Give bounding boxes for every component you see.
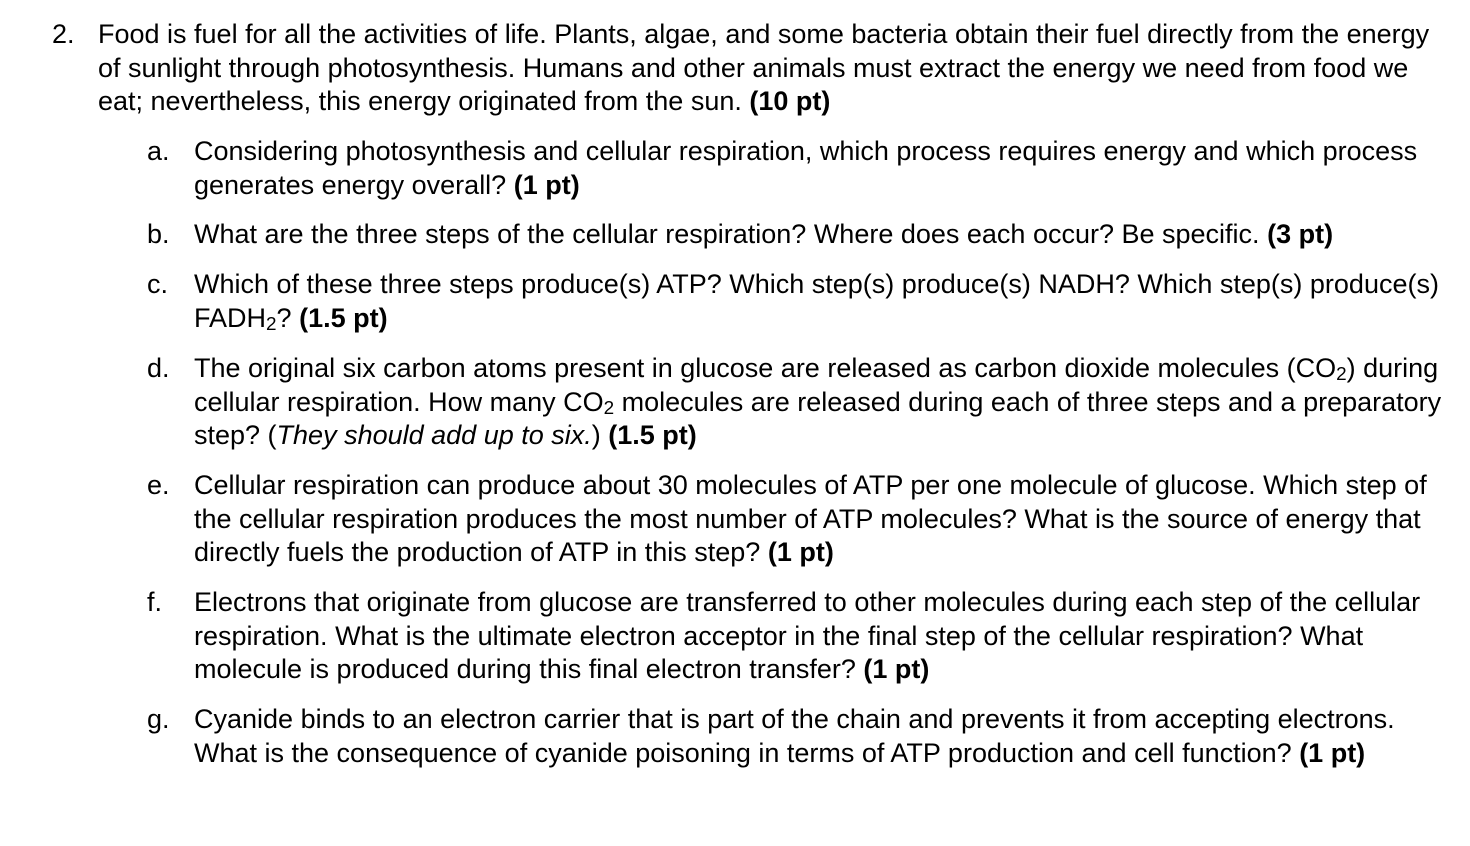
subscript: 2 xyxy=(266,313,277,335)
subscript: 2 xyxy=(603,397,615,419)
subquestion-points: (3 pt) xyxy=(1267,219,1334,249)
subquestion-body: ) xyxy=(591,420,601,450)
subquestion-body: Electrons that originate from glucose are transferred to other molecules during each step of the cellular respiration. What is the ultimate electron acceptor in the final step of the cellular respiration? What molecule is produced during this final electron transfer? xyxy=(194,587,1421,684)
subquestion-body: ) during cellular respiration. How many CO xyxy=(194,353,1439,417)
subquestion-text xyxy=(194,469,1449,570)
subquestion-body: Considering photosynthesis and cellular respiration, which process requires energy and which process generates energy overall? xyxy=(194,136,1418,200)
subquestion-text xyxy=(194,703,1449,770)
subquestion-text xyxy=(194,586,1449,687)
italic-note: They should add up to six. xyxy=(276,420,592,450)
subquestion-body: Cyanide binds to an electron carrier that is part of the chain and prevents it from accepting electrons. What is the consequence of cyanide poisoning in terms of ATP production and cell function? xyxy=(194,704,1395,768)
question-number: 2. xyxy=(52,19,75,49)
subquestion-letter: g. xyxy=(147,704,170,734)
subquestion-letter: a. xyxy=(147,136,170,166)
subquestion-points: (1.5 pt) xyxy=(299,302,388,333)
subquestion-body: What are the three steps of the cellular respiration? Where does each occur? Be specific. xyxy=(194,219,1260,249)
subquestion-text xyxy=(194,268,1449,335)
subquestion-points: (1 pt) xyxy=(1299,737,1366,768)
subquestion-body: Cellular respiration can produce about 30 molecules of ATP per one molecule of glucose. Which step of the cellular respiration produces the most number of ATP molecules? What is the source of energy that directly fuels the production of ATP in this step? xyxy=(194,470,1427,567)
subquestion-text xyxy=(194,135,1449,202)
subquestion-letter: c. xyxy=(147,269,169,299)
subquestion-text xyxy=(194,218,1470,252)
subquestion-text xyxy=(194,352,1449,453)
subscript: 2 xyxy=(1336,363,1347,385)
subquestion-letter: d. xyxy=(147,353,170,383)
subquestion-letter: e. xyxy=(147,470,170,500)
subquestion-body: Which of these three steps produce(s) ATP? Which step(s) produce(s) NADH? Which step(s) produce(s) FADH xyxy=(194,269,1439,333)
subquestion-points: (1.5 pt) xyxy=(608,420,697,450)
question-text xyxy=(98,18,1448,119)
question-body: Food is fuel for all the activities of life. Plants, algae, and some bacteria obtain their fuel directly from the energy of sunlight through photosynthesis. Humans and other animals must extract the energy we need from food we eat; nevertheless, this energy originated from the sun. xyxy=(98,19,1430,116)
subquestion-body-end: ? xyxy=(276,302,292,333)
question-points: (10 pt) xyxy=(749,86,831,116)
subquestion-body: molecules are released during each of three steps and a preparatory step? ( xyxy=(194,386,1442,450)
subquestion-letter: f. xyxy=(147,587,163,617)
subquestion-points: (1 pt) xyxy=(863,654,930,684)
subquestion-points: (1 pt) xyxy=(767,537,834,567)
subquestion-letter: b. xyxy=(147,219,170,249)
subquestion-points: (1 pt) xyxy=(513,169,580,200)
subquestion-body: The original six carbon atoms present in glucose are released as carbon dioxide molecules (CO xyxy=(194,353,1337,383)
